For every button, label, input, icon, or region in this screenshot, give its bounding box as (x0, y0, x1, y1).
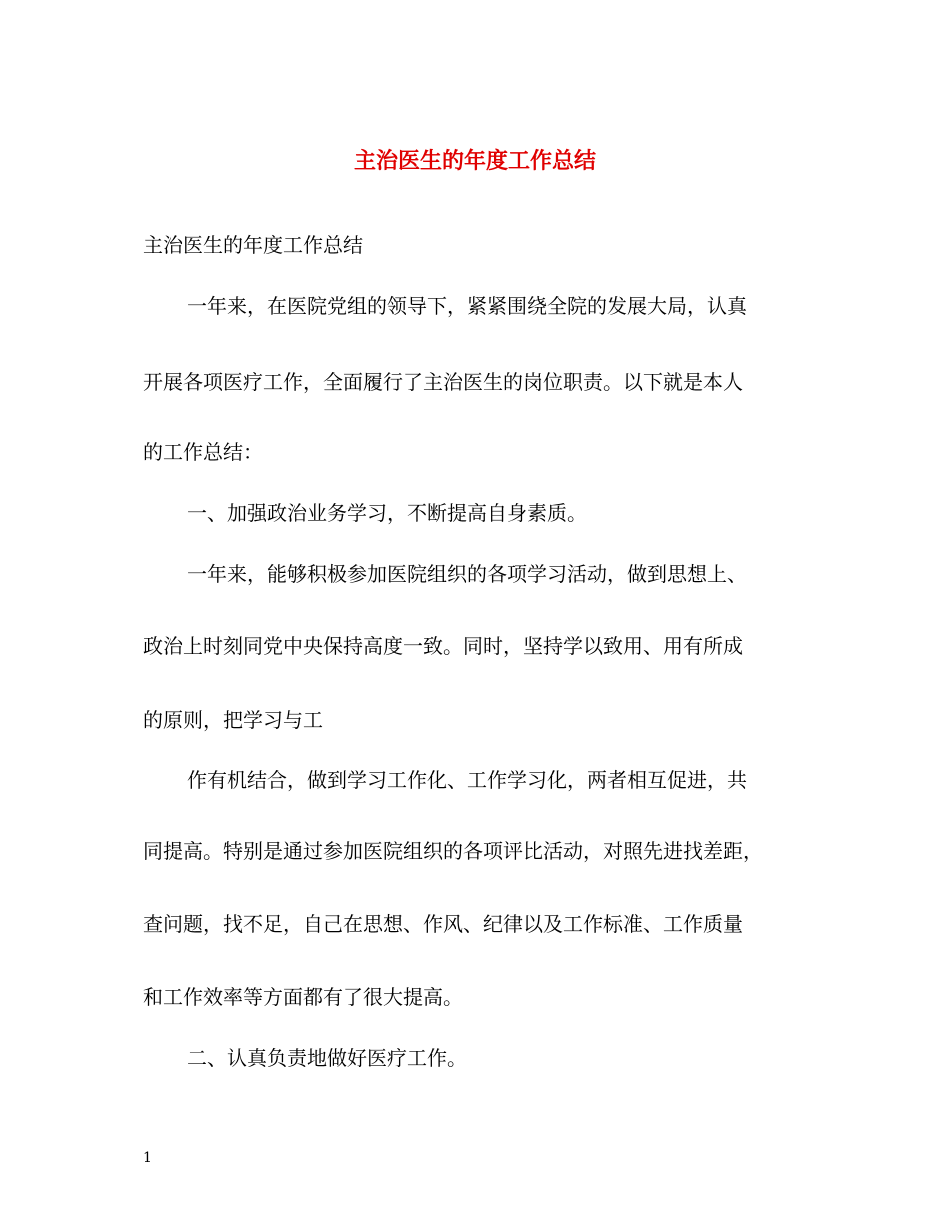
paragraph-line: 一年来，在医院党组的领导下，紧紧围绕全院的发展大局，认真 (187, 294, 747, 318)
paragraph-line: 同提高。特别是通过参加医院组织的各项评比活动，对照先进找差距， (143, 839, 763, 863)
subtitle-line: 主治医生的年度工作总结 (143, 233, 363, 257)
paragraph-line: 政治上时刻同党中央保持高度一致。同时，坚持学以致用、用有所成 (143, 634, 743, 658)
paragraph-line: 开展各项医疗工作，全面履行了主治医生的岗位职责。以下就是本人 (143, 370, 743, 394)
page-number: 1 (143, 1150, 152, 1166)
section-heading-1: 一、加强政治业务学习，不断提高自身素质。 (187, 501, 587, 525)
paragraph-line: 一年来，能够积极参加医院组织的各项学习活动，做到思想上、 (187, 562, 747, 586)
document-title: 主治医生的年度工作总结 (353, 148, 596, 174)
paragraph-line: 的原则，把学习与工 (143, 708, 323, 732)
paragraph-line: 的工作总结： (143, 440, 263, 464)
section-heading-2: 二、认真负责地做好医疗工作。 (187, 1046, 467, 1070)
paragraph-line: 和工作效率等方面都有了很大提高。 (143, 985, 463, 1009)
paragraph-line: 查问题，找不足，自己在思想、作风、纪律以及工作标准、工作质量 (143, 912, 743, 936)
paragraph-line: 作有机结合，做到学习工作化、工作学习化，两者相互促进，共 (187, 768, 747, 792)
